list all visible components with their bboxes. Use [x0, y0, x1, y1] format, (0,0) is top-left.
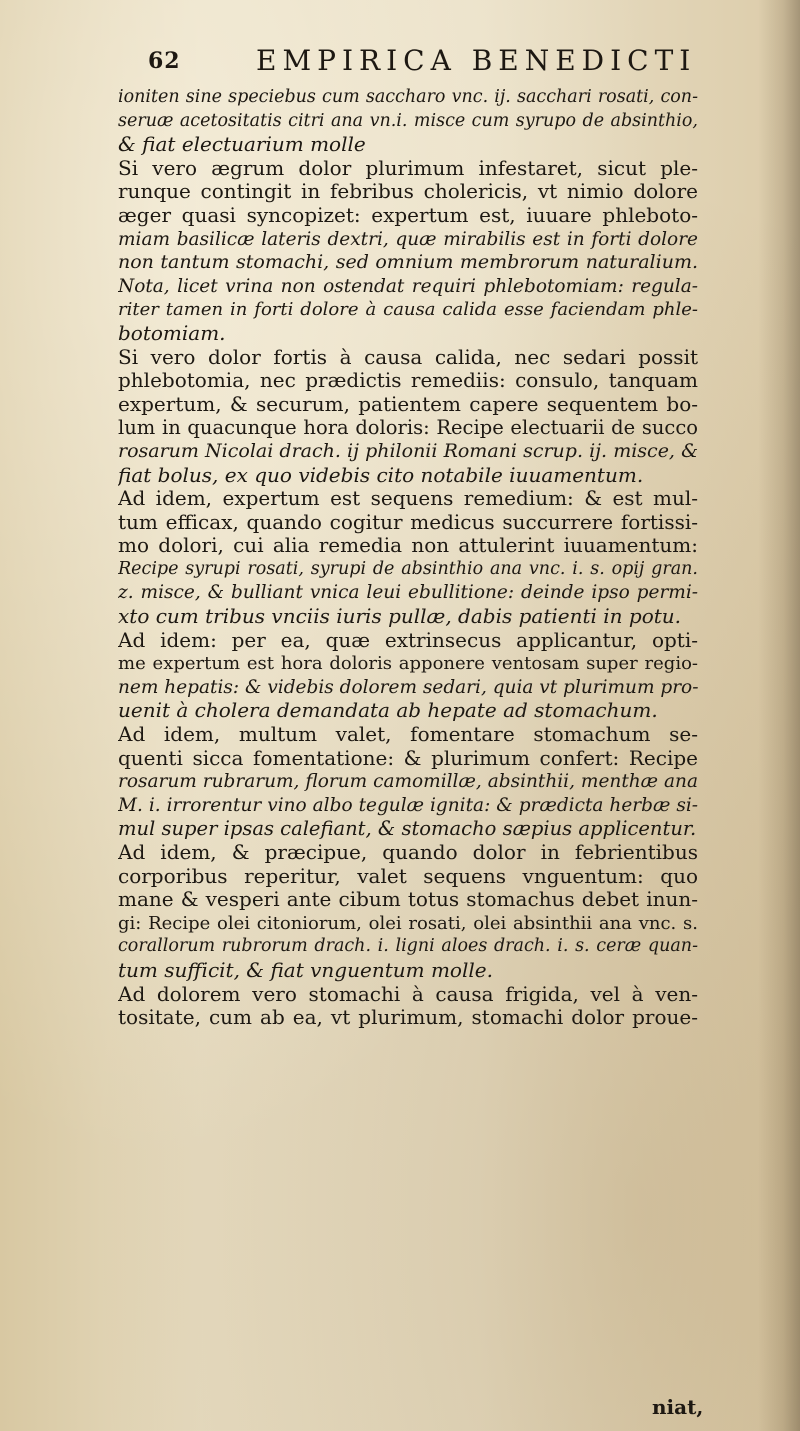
text-line: quenti sicca fomentatione: & plurimum confert: Recipe	[118, 746, 698, 770]
text-line: me expertum est hora doloris apponere ventosam super regio-	[118, 653, 698, 675]
text-line: corporibus reperitur, valet sequens vnguentum: quo	[118, 864, 698, 888]
catchword: niat,	[652, 1395, 704, 1419]
text-line: Ad idem, expertum est sequens remedium: & est mul-	[118, 487, 698, 511]
text-line: ioniten sine speciebus cum saccharo vnc. ij. sacchari rosati, con-	[118, 87, 698, 107]
text-line: expertum, & securum, patientem capere sequentem bo-	[118, 392, 698, 416]
text-line: runque contingit in febribus cholericis, vt nimio dolore	[118, 180, 698, 204]
text-line: lum in quacunque hora doloris: Recipe electuarii de succo	[118, 416, 698, 440]
text-line: mo dolori, cui alia remedia non attulerint iuuamentum:	[118, 534, 698, 558]
text-line: z. misce, & bulliant vnica leui ebullitione: deinde ipso permi-	[118, 582, 698, 604]
page-number: 62	[148, 48, 181, 74]
text-line: Si vero ægrum dolor plurimum infestaret, sicut ple-	[118, 156, 698, 180]
text-line: Ad dolorem vero stomachi à causa frigida, vel à ven-	[118, 982, 698, 1006]
text-line: Ad idem, & præcipue, quando dolor in febrientibus	[118, 841, 698, 864]
text-line: tum sufficit, & fiat vnguentum molle.	[118, 958, 493, 982]
page-header	[148, 44, 708, 88]
text-line: rosarum rubrarum, florum camomillæ, absinthii, menthæ ana	[118, 771, 698, 793]
text-line: tositate, cum ab ea, vt plurimum, stomachi dolor proue-	[118, 1006, 698, 1030]
text-line: riter tamen in forti dolore à causa calida esse faciendam phle-	[118, 299, 698, 321]
text-line: tum efficax, quando cogitur medicus succurrere fortissi-	[118, 510, 698, 534]
body-text	[118, 86, 698, 1030]
running-title: EMPIRICA BENEDICTI	[256, 44, 697, 77]
text-line: Si vero dolor fortis à causa calida, nec sedari possit	[118, 345, 698, 369]
text-line: nem hepatis: & videbis dolorem sedari, quia vt plurimum pro-	[118, 676, 698, 698]
text-line: Nota, licet vrina non ostendat requiri phlebotomiam: regula-	[118, 275, 698, 297]
text-line: & fiat electuarium molle	[118, 133, 366, 157]
text-line: miam basilicæ lateris dextri, quæ mirabilis est in forti dolore	[118, 228, 698, 250]
text-line: rosarum Nicolai drach. ij philonii Romani scrup. ij. misce, &	[118, 439, 698, 462]
text-line: æger quasi syncopizet: expertum est, iuuare phleboto-	[118, 203, 698, 227]
text-line: mane & vesperi ante cibum totus stomachus debet inun-	[118, 888, 698, 912]
page-edge-shadow	[758, 0, 800, 1431]
text-line: Ad idem, multum valet, fomentare stomachum se-	[118, 723, 698, 747]
text-line: xto cum tribus vnciis iuris pullæ, dabis patienti in potu.	[118, 605, 682, 629]
text-line: botomiam.	[118, 321, 226, 345]
text-line: seruæ acetositatis citri ana vn.i. misce cum syrupo de absinthio,	[118, 110, 698, 131]
text-line: Ad idem: per ea, quæ extrinsecus applicantur, opti-	[118, 628, 698, 652]
text-line: M. i. irrorentur vino albo tegulæ ignita: & prædicta herbæ si-	[118, 794, 698, 816]
text-line: corallorum rubrorum drach. i. ligni aloes drach. i. s. ceræ quan-	[118, 936, 698, 957]
text-line: non tantum stomachi, sed omnium membrorum naturalium.	[118, 251, 698, 274]
text-line: uenit à cholera demandata ab hepate ad stomachum.	[118, 699, 658, 723]
text-line: gi: Recipe olei citoniorum, olei rosati, olei absinthii ana vnc. s.	[118, 912, 698, 934]
text-line: mul super ipsas calefiant, & stomacho sæpius applicentur.	[118, 817, 697, 841]
text-line: phlebotomia, nec prædictis remediis: consulo, tanquam	[118, 369, 698, 393]
text-line: fiat bolus, ex quo videbis cito notabile iuuamentum.	[118, 463, 644, 487]
text-line: Recipe syrupi rosati, syrupi de absinthio ana vnc. i. s. opij gran.	[118, 558, 698, 579]
